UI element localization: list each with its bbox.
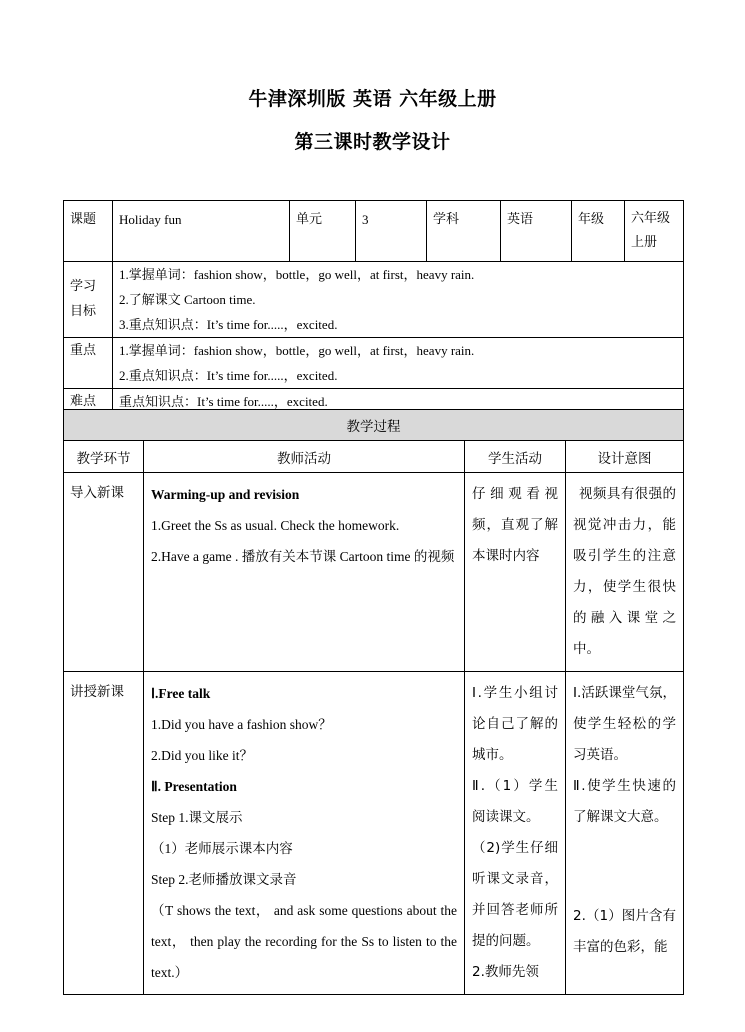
process-row-new-lesson	[64, 672, 684, 995]
lesson-info-table	[63, 200, 684, 415]
step-line: （1）老师展示课本内容	[151, 841, 293, 856]
teacher-line: 2.Have a game . 播放有关本节课 Cartoon time 的视频	[151, 549, 455, 564]
column-header: 教师活动	[144, 441, 465, 473]
student-line: 2.教师先领	[472, 964, 539, 980]
info-row-key	[64, 338, 684, 389]
design-line: Ⅱ.使学生快速的了解课文大意。	[573, 778, 676, 825]
student-line: Ⅰ.学生小组讨论自己了解的城市。	[472, 685, 558, 763]
goal-item: 3.重点知识点：It’s time for.....，excited.	[119, 317, 338, 332]
process-header: 教学过程	[64, 410, 684, 441]
column-header: 教学环节	[64, 441, 144, 473]
topic-value: Holiday fun	[113, 201, 290, 262]
goal-item: 1.掌握单词：fashion show，bottle，go well，at first，heavy rain.	[119, 267, 475, 282]
info-row-topic	[64, 201, 684, 262]
document-subtitle: 第三课时教学设计	[294, 131, 451, 153]
document-title: 牛津深圳版 英语 六年级上册	[248, 88, 497, 110]
goal-item: 2.了解课文 Cartoon time.	[119, 292, 256, 307]
student-activity: 仔细观看视频，直观了解本课时内容	[465, 473, 566, 672]
key-item: 2.重点知识点：It’s time for.....，excited.	[119, 368, 338, 383]
presentation-heading: Ⅱ. Presentation	[151, 779, 237, 794]
key-item: 1.掌握单词：fashion show，bottle，go well，at first，heavy rain.	[119, 343, 475, 358]
subject-value: 英语	[501, 201, 572, 262]
step-line: （T shows the text， and ask some questions about the text， then play the recording for the Ss to listen to the text.）	[151, 903, 457, 980]
column-header: 学生活动	[465, 441, 566, 473]
key-list	[113, 338, 684, 389]
info-row-goals	[64, 262, 684, 338]
teacher-line: 1.Greet the Ss as usual. Check the homework.	[151, 518, 400, 533]
difficult-label: 难点	[64, 389, 113, 415]
step-line: Step 2.老师播放课文录音	[151, 872, 297, 887]
free-talk-heading: Ⅰ.Free talk	[151, 686, 211, 701]
subject-label: 学科	[427, 201, 501, 262]
question-line: 1.Did you have a fashion show？	[151, 717, 332, 732]
goals-label: 学习目标	[64, 262, 113, 338]
column-header: 设计意图	[566, 441, 684, 473]
grade-value: 六年级上册	[625, 201, 684, 262]
stage-label: 讲授新课	[64, 672, 144, 995]
process-row-intro	[64, 473, 684, 672]
teacher-activity	[144, 672, 465, 995]
teaching-process-table	[63, 409, 684, 995]
process-column-headers	[64, 441, 684, 473]
difficult-value: 重点知识点：It’s time for.....，excited.	[113, 389, 684, 415]
step-line: Step 1.课文展示	[151, 810, 243, 825]
teacher-activity	[144, 473, 465, 672]
student-activity	[465, 672, 566, 995]
topic-label: 课题	[64, 201, 113, 262]
goals-list	[113, 262, 684, 338]
teacher-heading: Warming-up and revision	[151, 487, 300, 502]
stage-label: 导入新课	[64, 473, 144, 672]
unit-value: 3	[356, 201, 427, 262]
design-intent: 视频具有很强的视觉冲击力，能吸引学生的注意力，使学生很快的融入课堂之中。	[566, 473, 684, 672]
design-line: Ⅰ.活跃课堂气氛，使学生轻松的学习英语。	[573, 685, 676, 763]
student-line: （2)学生仔细听课文录音，并回答老师所提的问题。	[472, 840, 558, 949]
key-label: 重点	[64, 338, 113, 389]
student-line: Ⅱ.（1）学生阅读课文。	[472, 778, 558, 825]
design-line: 2.（1）图片含有丰富的色彩，能	[573, 908, 676, 955]
grade-label: 年级	[572, 201, 625, 262]
unit-label: 单元	[290, 201, 356, 262]
design-intent	[566, 672, 684, 995]
question-line: 2.Did you like it？	[151, 748, 253, 763]
